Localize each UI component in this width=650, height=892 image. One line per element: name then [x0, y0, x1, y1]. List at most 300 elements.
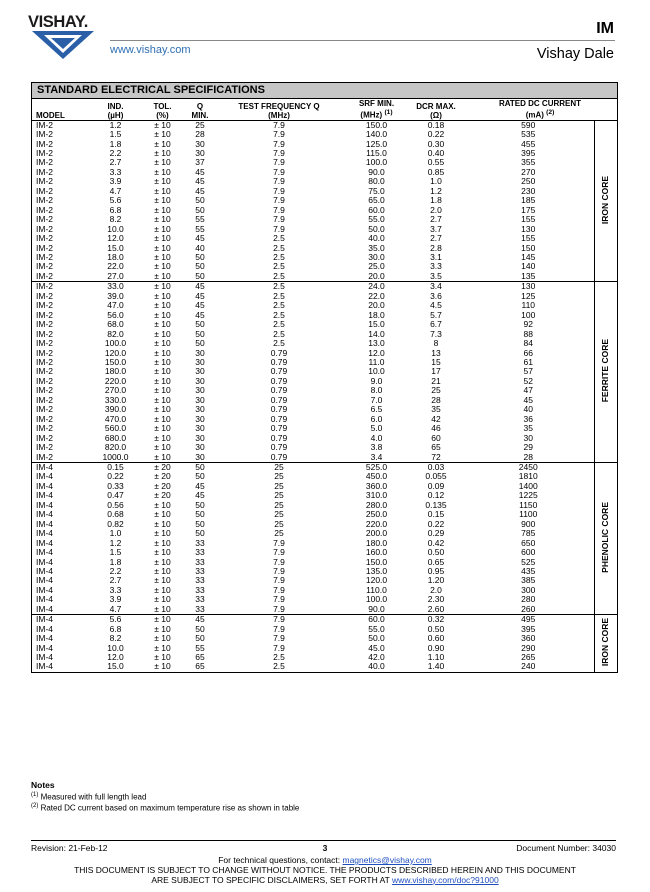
cell-srf-min: 280.0	[365, 499, 388, 510]
cell-inductance: 27.0	[107, 270, 124, 281]
cell-rated-dc-current: 1225	[518, 490, 538, 501]
cell-inductance: 2.2	[109, 565, 122, 576]
cell-q-min: 50	[195, 338, 205, 349]
cell-inductance: 18.0	[107, 252, 124, 262]
cell-inductance: 12.0	[107, 233, 124, 244]
cell-model: IM-4	[36, 623, 53, 634]
cell-model: IM-2	[36, 270, 53, 281]
cell-rated-dc-current: 145	[521, 252, 536, 262]
cell-tolerance: ± 10	[139, 282, 186, 292]
cell-model: IM-4	[36, 537, 53, 548]
cell-rated-dc-current: 36	[523, 413, 533, 424]
cell-rated-dc-current: 535	[521, 129, 536, 140]
cell-test-frequency: 25	[274, 509, 284, 520]
cell-inductance: 560.0	[104, 423, 127, 434]
cell-q-min: 50	[195, 195, 205, 206]
cell-q-min: 50	[195, 328, 205, 339]
cell-q-min: 45	[195, 480, 205, 491]
cell-q-min: 30	[195, 366, 205, 377]
cell-rated-dc-current: 650	[521, 537, 536, 548]
cell-inductance: 2.7	[109, 575, 122, 586]
footer-divider	[31, 840, 616, 841]
cell-model: IM-2	[36, 138, 53, 149]
cell-model: IM-2	[36, 185, 53, 196]
cell-dcr-max: 3.1	[430, 252, 442, 262]
cell-inductance: 3.9	[109, 594, 122, 605]
cell-tolerance: ± 10	[154, 451, 171, 462]
cell-dcr-max: 1.10	[427, 652, 445, 663]
cell-srf-min: 65.0	[368, 195, 385, 206]
cell-srf-min: 15.0	[368, 319, 385, 330]
cell-srf-min: 90.0	[368, 166, 385, 177]
cell-model: IM-2	[36, 233, 53, 244]
cell-srf-min: 11.0	[368, 356, 385, 367]
cell-dcr-max: 0.29	[427, 528, 445, 539]
cell-dcr-max: 0.95	[427, 565, 445, 576]
cell-rated-dc-current: 88	[523, 328, 533, 339]
cell-inductance: 3.3	[109, 166, 122, 177]
cell-dcr-max: 60	[431, 432, 441, 443]
cell-model: IM-4	[36, 594, 53, 605]
cell-q-min: 45	[195, 185, 205, 196]
cell-dcr-max: 65	[431, 442, 441, 453]
cell-q-min: 30	[195, 385, 205, 396]
cell-inductance: 0.22	[107, 471, 124, 482]
cell-rated-dc-current: 265	[521, 652, 536, 663]
cell-test-frequency: 7.9	[273, 623, 285, 634]
cell-rated-dc-current: 45	[523, 394, 533, 405]
core-group-label-text: IRON CORE	[600, 618, 611, 667]
cell-test-frequency: 25	[214, 462, 344, 472]
cell-srf-min: 360.0	[365, 480, 388, 491]
cell-srf-min: 110.0	[366, 584, 387, 595]
col-header-tolerance: TOL. (%)	[139, 99, 186, 120]
cell-tolerance: ± 10	[154, 214, 171, 225]
cell-inductance: 5.6	[92, 615, 139, 625]
cell-inductance: 1.2	[109, 537, 122, 548]
cell-tolerance: ± 10	[154, 233, 171, 244]
cell-tolerance: ± 10	[154, 661, 171, 672]
cell-model: IM-4	[36, 471, 53, 482]
cell-dcr-max: 2.7	[430, 214, 442, 225]
table-title: STANDARD ELECTRICAL SPECIFICATIONS	[32, 83, 617, 99]
cell-q-min: 50	[195, 270, 205, 281]
cell-rated-dc-current: 40	[523, 404, 533, 415]
cell-tolerance: ± 10	[154, 499, 171, 510]
cell-srf-min: 75.0	[368, 185, 385, 196]
cell-model: IM-4	[36, 509, 53, 520]
specifications-table-panel	[31, 82, 618, 673]
cell-dcr-max: 1.2	[430, 185, 442, 196]
cell-srf-min: 220.0	[365, 518, 388, 529]
cell-q-min: 45	[195, 166, 205, 177]
cell-q-min: 30	[195, 375, 205, 386]
product-code: IM	[596, 20, 614, 37]
cell-inductance: 1.8	[109, 556, 122, 567]
cell-srf-min: 8.0	[370, 385, 383, 396]
cell-dcr-max: 46	[431, 423, 441, 434]
cell-inductance: 3.9	[109, 176, 122, 187]
cell-dcr-max: 7.3	[430, 328, 442, 339]
cell-tolerance: ± 10	[154, 584, 171, 595]
vishay-triangle-icon	[32, 31, 94, 59]
cell-dcr-max: 0.12	[427, 490, 445, 501]
cell-inductance: 3.3	[109, 584, 122, 595]
cell-rated-dc-current: 590	[521, 119, 536, 130]
cell-tolerance: ± 10	[154, 537, 171, 548]
cell-srf-min: 80.0	[368, 176, 385, 187]
contact-line: For technical questions, contact: magnetics@vishay.com	[218, 855, 432, 865]
cell-srf-min: 140.0	[365, 129, 388, 140]
specifications-table	[32, 99, 617, 672]
cell-test-frequency: 7.9	[273, 575, 285, 586]
cell-dcr-max: 3.4	[409, 282, 463, 292]
cell-srf-min: 525.0	[344, 462, 409, 472]
cell-rated-dc-current: 2450	[463, 462, 594, 472]
cell-test-frequency: 25	[274, 528, 284, 539]
cell-q-min: 33	[195, 537, 205, 548]
cell-model: IM-4	[36, 584, 53, 595]
cell-test-frequency: 0.79	[270, 385, 288, 396]
cell-test-frequency: 7.9	[273, 547, 285, 558]
cell-test-frequency: 2.5	[273, 261, 285, 272]
cell-model: IM-2	[36, 347, 53, 358]
cell-test-frequency: 0.79	[270, 451, 288, 462]
cell-tolerance: ± 10	[154, 442, 171, 453]
cell-srf-min: 5.0	[370, 423, 383, 434]
note-item: $^{(2)}$ Rated DC current based on maximum temperature rise as shown in table	[31, 802, 300, 813]
cell-test-frequency: 7.9	[273, 119, 285, 130]
cell-model: IM-2	[36, 423, 53, 434]
cell-rated-dc-current: 135	[521, 270, 536, 281]
cell-tolerance: ± 10	[154, 328, 171, 339]
cell-rated-dc-current: 175	[521, 204, 536, 215]
cell-model: IM-2	[36, 195, 53, 206]
cell-test-frequency: 7.9	[273, 556, 285, 567]
cell-rated-dc-current: 84	[523, 338, 533, 349]
cell-dcr-max: 1.8	[430, 195, 442, 206]
page-number: 3	[322, 843, 328, 853]
cell-model: IM-2	[36, 129, 53, 140]
cell-test-frequency: 7.9	[273, 166, 285, 177]
cell-inductance: 330.0	[104, 394, 127, 405]
cell-model: IM-2	[36, 261, 53, 272]
cell-q-min: 30	[195, 356, 205, 367]
cell-tolerance: ± 10	[154, 204, 171, 215]
cell-rated-dc-current: 1400	[518, 480, 538, 491]
cell-model: IM-2	[36, 338, 53, 349]
cell-q-min: 50	[195, 509, 205, 520]
cell-inductance: 8.2	[109, 214, 122, 225]
cell-inductance: 0.47	[107, 490, 124, 501]
cell-q-min: 30	[195, 442, 205, 453]
core-group-label-text: PHENOLIC CORE	[600, 501, 611, 573]
cell-srf-min: 20.0	[368, 270, 385, 281]
cell-test-frequency: 0.79	[270, 394, 288, 405]
website-link[interactable]: www.vishay.com	[110, 44, 191, 56]
cell-model: IM-2	[36, 300, 53, 311]
cell-q-min: 50	[195, 261, 205, 272]
cell-tolerance: ± 10	[154, 623, 171, 634]
cell-q-min: 50	[195, 252, 205, 262]
cell-dcr-max: 0.50	[427, 623, 445, 634]
cell-srf-min: 6.5	[370, 404, 383, 415]
cell-test-frequency: 7.9	[273, 185, 285, 196]
cell-inductance: 0.15	[92, 462, 139, 472]
cell-dcr-max: 3.6	[430, 290, 442, 301]
cell-dcr-max: 0.32	[409, 615, 463, 625]
col-header-dcr-max: DCR MAX. (Ω)	[409, 99, 463, 120]
cell-test-frequency: 2.5	[273, 661, 285, 672]
cell-rated-dc-current: 150	[521, 242, 536, 253]
cell-dcr-max: 0.42	[427, 537, 445, 548]
core-group-label	[594, 615, 617, 672]
cell-rated-dc-current: 185	[521, 195, 536, 206]
cell-model: IM-4	[32, 615, 92, 625]
cell-srf-min: 4.0	[370, 432, 383, 443]
note-item: $^{(1)}$ Measured with full length lead	[31, 791, 147, 802]
cell-q-min: 50	[195, 319, 205, 330]
cell-tolerance: ± 10	[139, 615, 186, 625]
cell-test-frequency: 7.9	[273, 642, 285, 653]
cell-tolerance: ± 10	[154, 394, 171, 405]
cell-srf-min: 9.0	[370, 375, 383, 386]
cell-model: IM-2	[36, 375, 53, 386]
cell-rated-dc-current: 110	[521, 300, 536, 311]
cell-inductance: 6.8	[109, 204, 122, 215]
cell-q-min: 50	[195, 633, 205, 644]
cell-inductance: 1.5	[109, 129, 122, 140]
cell-tolerance: ± 10	[154, 603, 171, 614]
cell-rated-dc-current: 130	[521, 223, 536, 234]
cell-tolerance: ± 10	[154, 556, 171, 567]
cell-inductance: 68.0	[107, 319, 124, 330]
cell-q-min: 33	[195, 547, 205, 558]
cell-q-min: 30	[195, 148, 205, 159]
cell-test-frequency: 25	[274, 499, 284, 510]
cell-dcr-max: 0.30	[427, 138, 445, 149]
cell-tolerance: ± 10	[154, 413, 171, 424]
cell-srf-min: 18.0	[368, 309, 385, 320]
cell-srf-min: 7.0	[370, 394, 383, 405]
cell-rated-dc-current: 92	[523, 319, 533, 330]
cell-rated-dc-current: 155	[521, 214, 536, 225]
cell-test-frequency: 7.9	[273, 214, 285, 225]
cell-inductance: 0.68	[107, 509, 124, 520]
cell-inductance: 1.2	[109, 119, 122, 130]
revision-date: Revision: 21-Feb-12	[31, 843, 108, 853]
col-header-rated-dc-current: RATED DC CURRENT (mA) $^{(2)}$	[463, 99, 617, 120]
cell-srf-min: 45.0	[368, 642, 385, 653]
disclaimer-line-2: ARE SUBJECT TO SPECIFIC DISCLAIMERS, SET FORTH AT www.vishay.com/doc?91000	[151, 874, 499, 885]
cell-q-min: 50	[195, 499, 205, 510]
cell-model: IM-2	[36, 394, 53, 405]
cell-tolerance: ± 10	[154, 547, 171, 558]
cell-rated-dc-current: 525	[521, 556, 536, 567]
cell-tolerance: ± 10	[154, 138, 171, 149]
cell-test-frequency: 2.5	[273, 233, 285, 244]
cell-inductance: 4.7	[109, 603, 122, 614]
cell-dcr-max: 0.50	[427, 547, 445, 558]
cell-q-min: 28	[195, 129, 205, 140]
cell-q-min: 50	[195, 528, 205, 539]
cell-tolerance: ± 10	[154, 423, 171, 434]
cell-tolerance: ± 10	[154, 119, 171, 130]
cell-q-min: 45	[195, 290, 205, 301]
cell-dcr-max: 4.5	[430, 300, 442, 311]
cell-q-min: 33	[195, 603, 205, 614]
cell-test-frequency: 2.5	[273, 319, 285, 330]
cell-test-frequency: 7.9	[273, 204, 285, 215]
cell-q-min: 50	[195, 204, 205, 215]
cell-test-frequency: 0.79	[270, 347, 288, 358]
table-row	[32, 272, 617, 282]
cell-rated-dc-current: 1810	[518, 471, 538, 482]
cell-srf-min: 250.0	[365, 509, 388, 520]
cell-model: IM-4	[36, 528, 53, 539]
cell-q-min: 30	[195, 451, 205, 462]
cell-test-frequency: 25	[274, 518, 284, 529]
cell-model: IM-2	[36, 148, 53, 159]
cell-test-frequency: 7.9	[273, 148, 285, 159]
cell-rated-dc-current: 395	[521, 148, 536, 159]
cell-tolerance: ± 10	[154, 290, 171, 301]
cell-test-frequency: 7.9	[273, 157, 285, 168]
cell-inductance: 180.0	[104, 366, 127, 377]
cell-inductance: 390.0	[104, 404, 127, 415]
cell-srf-min: 24.0	[344, 282, 409, 292]
cell-model: IM-4	[36, 480, 53, 491]
cell-model: IM-4	[36, 518, 53, 529]
cell-rated-dc-current: 125	[521, 290, 536, 301]
cell-test-frequency: 2.5	[273, 252, 285, 262]
cell-rated-dc-current: 300	[521, 584, 536, 595]
cell-srf-min: 150.0	[365, 556, 388, 567]
cell-model: IM-2	[36, 242, 53, 253]
cell-model: IM-2	[36, 356, 53, 367]
cell-q-min: 30	[195, 423, 205, 434]
cell-rated-dc-current: 28	[523, 451, 533, 462]
core-group-label-text: IRON CORE	[600, 175, 611, 224]
cell-dcr-max: 15	[431, 356, 441, 367]
cell-inductance: 15.0	[107, 242, 124, 253]
cell-dcr-max: 3.7	[430, 223, 442, 234]
cell-rated-dc-current: 57	[523, 366, 533, 377]
cell-rated-dc-current: 290	[521, 642, 536, 653]
cell-inductance: 47.0	[107, 300, 124, 311]
core-group-label	[594, 282, 617, 463]
cell-tolerance: ± 10	[154, 347, 171, 358]
cell-inductance: 12.0	[107, 652, 124, 663]
cell-srf-min: 13.0	[368, 338, 385, 349]
cell-q-min: 25	[195, 119, 205, 130]
cell-rated-dc-current: 395	[521, 623, 536, 634]
cell-tolerance: ± 10	[154, 575, 171, 586]
cell-tolerance: ± 10	[154, 252, 171, 262]
cell-dcr-max: 1.20	[427, 575, 445, 586]
cell-model: IM-2	[36, 157, 53, 168]
cell-q-min: 50	[195, 471, 205, 482]
specifications-table-body	[32, 120, 617, 672]
cell-rated-dc-current: 385	[521, 575, 536, 586]
cell-model: IM-2	[36, 442, 53, 453]
cell-q-min: 45	[195, 300, 205, 311]
cell-model: IM-4	[36, 575, 53, 586]
cell-srf-min: 100.0	[365, 157, 388, 168]
cell-dcr-max: 35	[431, 404, 441, 415]
cell-inductance: 0.56	[107, 499, 124, 510]
cell-srf-min: 35.0	[368, 242, 385, 253]
cell-tolerance: ± 10	[154, 565, 171, 576]
cell-inductance: 15.0	[107, 661, 124, 672]
cell-dcr-max: 72	[431, 451, 441, 462]
cell-srf-min: 40.0	[368, 661, 385, 672]
cell-dcr-max: 0.65	[427, 556, 445, 567]
cell-tolerance: ± 10	[154, 270, 171, 281]
cell-tolerance: ± 20	[154, 480, 171, 491]
cell-test-frequency: 7.9	[273, 195, 285, 206]
cell-tolerance: ± 10	[154, 509, 171, 520]
cell-inductance: 8.2	[109, 633, 122, 644]
cell-tolerance: ± 10	[154, 195, 171, 206]
cell-tolerance: ± 10	[154, 176, 171, 187]
cell-tolerance: ± 10	[154, 309, 171, 320]
cell-dcr-max: 8	[433, 338, 439, 349]
cell-inductance: 82.0	[107, 328, 124, 339]
cell-dcr-max: 1.40	[427, 661, 445, 672]
cell-inductance: 22.0	[107, 261, 124, 272]
cell-srf-min: 60.0	[344, 615, 409, 625]
cell-tolerance: ± 10	[154, 242, 171, 253]
disclaimer-link[interactable]: www.vishay.com/doc?91000	[392, 874, 499, 885]
cell-srf-min: 40.0	[368, 233, 385, 244]
cell-tolerance: ± 20	[154, 490, 171, 501]
cell-srf-min: 50.0	[368, 223, 385, 234]
cell-srf-min: 200.0	[365, 528, 388, 539]
core-group-label	[594, 462, 617, 614]
cell-tolerance: ± 10	[154, 338, 171, 349]
cell-srf-min: 120.0	[365, 575, 388, 586]
cell-dcr-max: 17	[431, 366, 441, 377]
cell-rated-dc-current: 270	[521, 166, 536, 177]
cell-dcr-max: 1.0	[430, 176, 442, 187]
cell-model: IM-4	[36, 490, 53, 501]
cell-test-frequency: 2.5	[273, 328, 285, 339]
cell-tolerance: ± 10	[154, 300, 171, 311]
cell-model: IM-2	[36, 413, 53, 424]
cell-rated-dc-current: 52	[523, 375, 533, 386]
cell-q-min: 45	[195, 309, 205, 320]
cell-model: IM-4	[36, 547, 53, 558]
cell-dcr-max: 0.135	[425, 499, 447, 510]
cell-model: IM-2	[36, 404, 53, 415]
cell-model: IM-2	[32, 282, 92, 292]
cell-srf-min: 6.0	[370, 413, 383, 424]
cell-q-min: 30	[195, 432, 205, 443]
cell-dcr-max: 2.7	[430, 233, 442, 244]
cell-srf-min: 310.0	[365, 490, 388, 501]
col-header-model: MODEL	[32, 99, 92, 120]
cell-dcr-max: 13	[431, 347, 441, 358]
cell-test-frequency: 0.79	[270, 432, 288, 443]
cell-tolerance: ± 10	[154, 319, 171, 330]
cell-tolerance: ± 10	[154, 223, 171, 234]
cell-srf-min: 3.4	[370, 451, 383, 462]
cell-dcr-max: 28	[431, 394, 441, 405]
contact-email-link[interactable]: magnetics@vishay.com	[342, 855, 432, 865]
cell-tolerance: ± 10	[154, 185, 171, 196]
cell-srf-min: 90.0	[368, 603, 385, 614]
